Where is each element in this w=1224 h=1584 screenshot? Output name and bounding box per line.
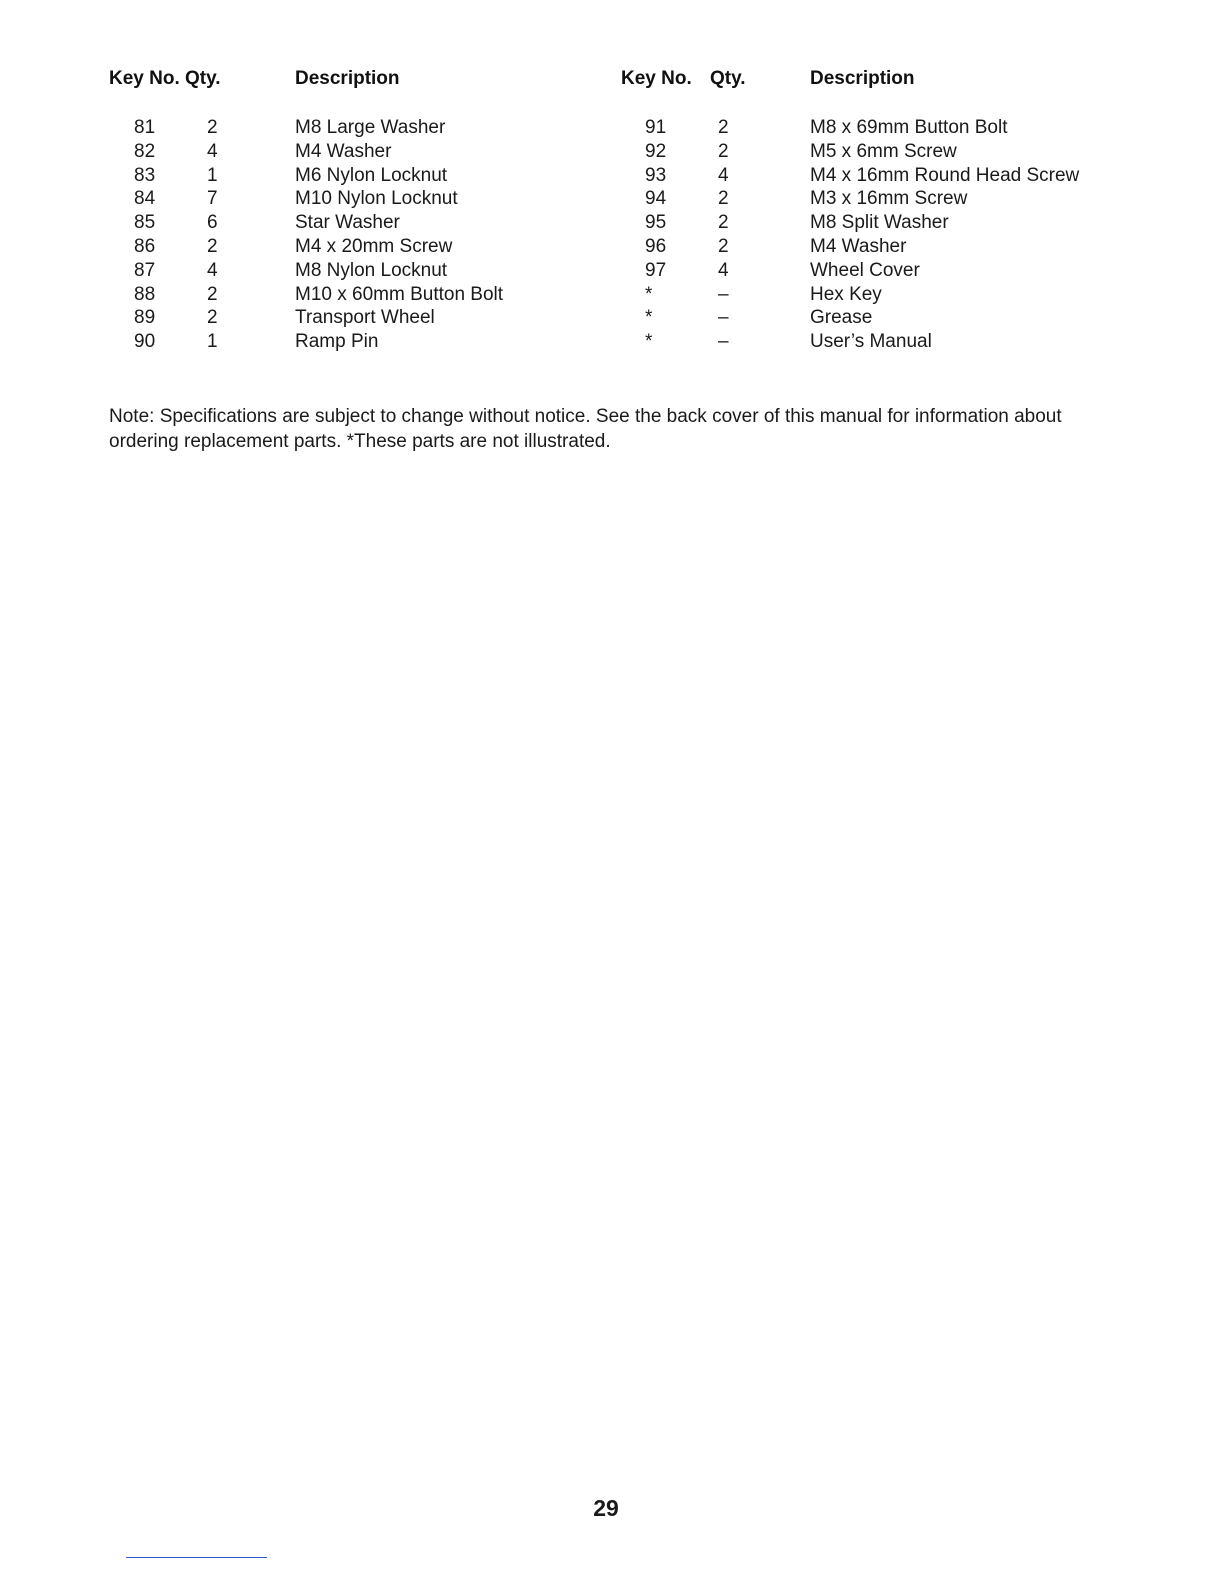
- quantity: 4: [207, 259, 218, 281]
- key-number: 95: [645, 212, 667, 234]
- quantity: 4: [718, 164, 729, 186]
- table-row: [109, 283, 503, 307]
- part-description: M10 x 60mm Button Bolt: [295, 283, 504, 305]
- part-description: M10 Nylon Locknut: [295, 188, 458, 210]
- quantity: –: [718, 331, 729, 353]
- header-description: Description: [810, 68, 915, 89]
- part-description: M8 Split Washer: [810, 212, 949, 234]
- part-description: M8 x 69mm Button Bolt: [810, 117, 1008, 138]
- footer-rule: [126, 1557, 267, 1558]
- table-row: [109, 116, 503, 140]
- table-row: [109, 259, 503, 283]
- quantity: 4: [207, 140, 218, 162]
- part-description: Grease: [810, 307, 873, 329]
- part-description: M8 Large Washer: [295, 117, 446, 138]
- quantity: 2: [207, 307, 218, 329]
- part-description: M8 Nylon Locknut: [295, 259, 448, 281]
- quantity: 2: [718, 140, 729, 162]
- table-row: [621, 330, 1079, 354]
- quantity: 2: [718, 117, 729, 138]
- table-row: [109, 187, 503, 211]
- table-row: [109, 140, 503, 164]
- key-number: 93: [645, 164, 667, 186]
- table-row: [109, 164, 503, 188]
- quantity: –: [718, 307, 729, 329]
- quantity: 2: [718, 188, 729, 210]
- part-description: User’s Manual: [810, 331, 932, 353]
- key-number: 87: [134, 259, 156, 281]
- part-description: M4 Washer: [295, 140, 392, 162]
- quantity: 1: [207, 331, 218, 353]
- key-number: 91: [645, 117, 667, 138]
- key-number: 83: [134, 164, 156, 186]
- table-row: [109, 235, 503, 259]
- table-row: [621, 116, 1079, 140]
- quantity: 2: [718, 212, 729, 234]
- table-header-row: [621, 68, 1079, 94]
- key-number: 92: [645, 140, 667, 162]
- key-number: 96: [645, 235, 667, 257]
- part-description: M3 x 16mm Screw: [810, 188, 968, 210]
- part-description: M4 x 16mm Round Head Screw: [810, 164, 1080, 186]
- header-key-no: Key No.: [109, 68, 180, 89]
- page-number: 29: [593, 1495, 619, 1521]
- part-description: Ramp Pin: [295, 331, 379, 353]
- table-row: [621, 211, 1079, 235]
- table-row: [621, 140, 1079, 164]
- table-row: [621, 187, 1079, 211]
- key-number: *: [645, 331, 653, 353]
- key-number: 84: [134, 188, 156, 210]
- key-number: 86: [134, 235, 156, 257]
- key-number: 94: [645, 188, 667, 210]
- quantity: 2: [207, 235, 218, 257]
- key-number: 88: [134, 283, 156, 305]
- quantity: 4: [718, 259, 729, 281]
- table-row: [621, 283, 1079, 307]
- table-row: [621, 164, 1079, 188]
- quantity: 2: [718, 235, 729, 257]
- header-description: Description: [295, 68, 400, 89]
- specifications-note: Note: Specifications are subject to change without notice. See the back cover of this manual for information about ordering replacement parts. *These parts are not illustrated.: [109, 406, 1062, 452]
- part-description: M4 x 20mm Screw: [295, 235, 453, 257]
- parts-table-left: [109, 68, 503, 354]
- key-number: *: [645, 283, 653, 305]
- quantity: 6: [207, 212, 218, 234]
- key-number: 89: [134, 307, 156, 329]
- header-qty: Qty.: [710, 68, 746, 89]
- table-row: [109, 330, 503, 354]
- key-number: 85: [134, 212, 156, 234]
- table-row: [621, 235, 1079, 259]
- header-qty: Qty.: [185, 68, 221, 89]
- quantity: 7: [207, 188, 218, 210]
- key-number: 97: [645, 259, 667, 281]
- quantity: –: [718, 283, 729, 305]
- part-description: M5 x 6mm Screw: [810, 140, 957, 162]
- quantity: 2: [207, 117, 218, 138]
- quantity: 1: [207, 164, 218, 186]
- table-row: [109, 306, 503, 330]
- quantity: 2: [207, 283, 218, 305]
- part-description: Transport Wheel: [295, 307, 435, 329]
- key-number: 82: [134, 140, 156, 162]
- part-description: M6 Nylon Locknut: [295, 164, 448, 186]
- part-description: Hex Key: [810, 283, 882, 305]
- header-key-no: Key No.: [621, 68, 692, 89]
- table-row: [109, 211, 503, 235]
- parts-table-right: [621, 68, 1079, 354]
- table-row: [621, 306, 1079, 330]
- parts-list-left: [109, 94, 503, 354]
- part-description: Star Washer: [295, 212, 400, 234]
- parts-list-right: [621, 94, 1079, 354]
- key-number: *: [645, 307, 653, 329]
- part-description: Wheel Cover: [810, 259, 920, 281]
- table-row: [621, 259, 1079, 283]
- key-number: 90: [134, 331, 156, 353]
- part-description: M4 Washer: [810, 235, 907, 257]
- key-number: 81: [134, 117, 156, 138]
- table-header-row: [109, 68, 503, 94]
